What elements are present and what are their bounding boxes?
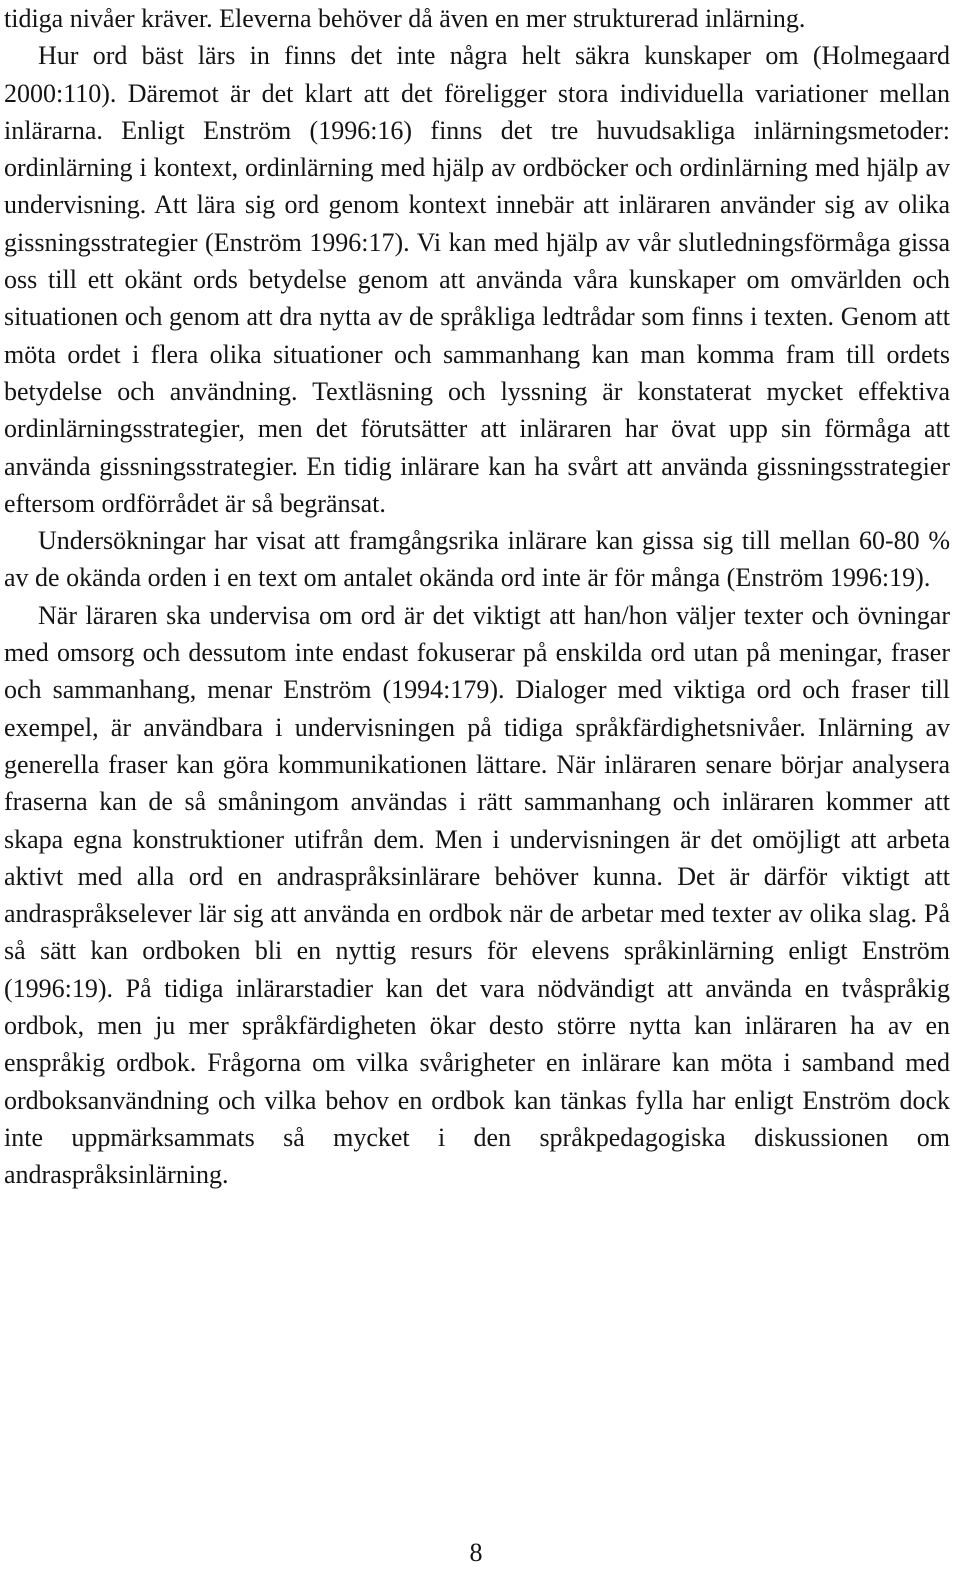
paragraph-teaching-vocabulary: När läraren ska undervisa om ord är det viktigt att han/hon väljer texter och övningar med omsorg och dessutom inte endast fokuserar på enskilda ord utan på meningar, fraser och sammanhang, menar Enström (1994:179). Dialoger med viktiga ord och fraser till exempel, är användbara i undervisningen på tidiga språkfärdighetsnivåer. Inlärning av generella fraser kan göra kommunikationen lättare. När inläraren senare börjar analysera fraserna kan de så småningom användas i rätt sammanhang och inläraren kommer att skapa egna konstruktioner utifrån dem. Men i undervisningen är det omöjligt att arbeta aktivt med alla ord en andraspråksinlärare behöver kunna. Det är därför viktigt att andraspråkselever lär sig att använda en ordbok när de arbetar med texter av olika slag. På så sätt kan ordboken bli en nyttig resurs för elevens språkinlärning enligt Enström (1996:19). På tidiga inlärarstadier kan det vara nödvändigt att använda en tvåspråkig ordbok, men ju mer språkfärdigheten ökar desto större nytta kan inläraren ha av en enspråkig ordbok. Frågorna om vilka svårigheter en inlärare kan möta i samband med ordboksanvändning och vilka behov en ordbok kan tänkas fylla har enligt Enström dock inte uppmärksammats så mycket i den språkpedagogiska diskussionen om andraspråksinlärning. [4, 600, 950, 1190]
paragraph-guessing-research: Undersökningar har visat att framgångsrika inlärare kan gissa sig till mellan 60-80 % av de okända orden i en text om antalet okända ord inte är för många (Enström 1996:19). [4, 526, 950, 593]
page-number: 8 [469, 1538, 483, 1567]
paragraph-word-learning-methods: Hur ord bäst lärs in finns det inte några helt säkra kunskaper om (Holmegaard 2000:110). Däremot är det klart att det föreligger stora individuella variationer mellan inlärarna. Enligt Enström (1996:16) finns det tre huvudsakliga inlärningsmetoder: ordinlärning i kontext, ordinlärning med hjälp av ordböcker och ordinlärning med hjälp av undervisning. Att lära sig ord genom kontext innebär att inläraren använder sig av olika gissningsstrategier (Enström 1996:17). Vi kan med hjälp av vår slutledningsförmåga gissa oss till ett okänt ords betydelse genom att använda våra kunskaper om omvärlden och situationen och genom att dra nytta av de språkliga ledtrådar som finns i texten. Genom att möta ordet i flera olika situationer och sammanhang kan man komma fram till ordets betydelse och användning. Textläsning och lyssning är konstaterat mycket effektiva ordinlärningsstrategier, men det förutsätter att inläraren har övat upp sin förmåga att använda gissningsstrategier. En tidig inlärare kan ha svårt att använda gissningsstrategier eftersom ordförrådet är så begränsat. [4, 41, 950, 518]
paragraph-continuation: tidiga nivåer kräver. Eleverna behöver då även en mer strukturerad inlärning. [4, 4, 806, 33]
document-page [4, 0, 950, 1194]
